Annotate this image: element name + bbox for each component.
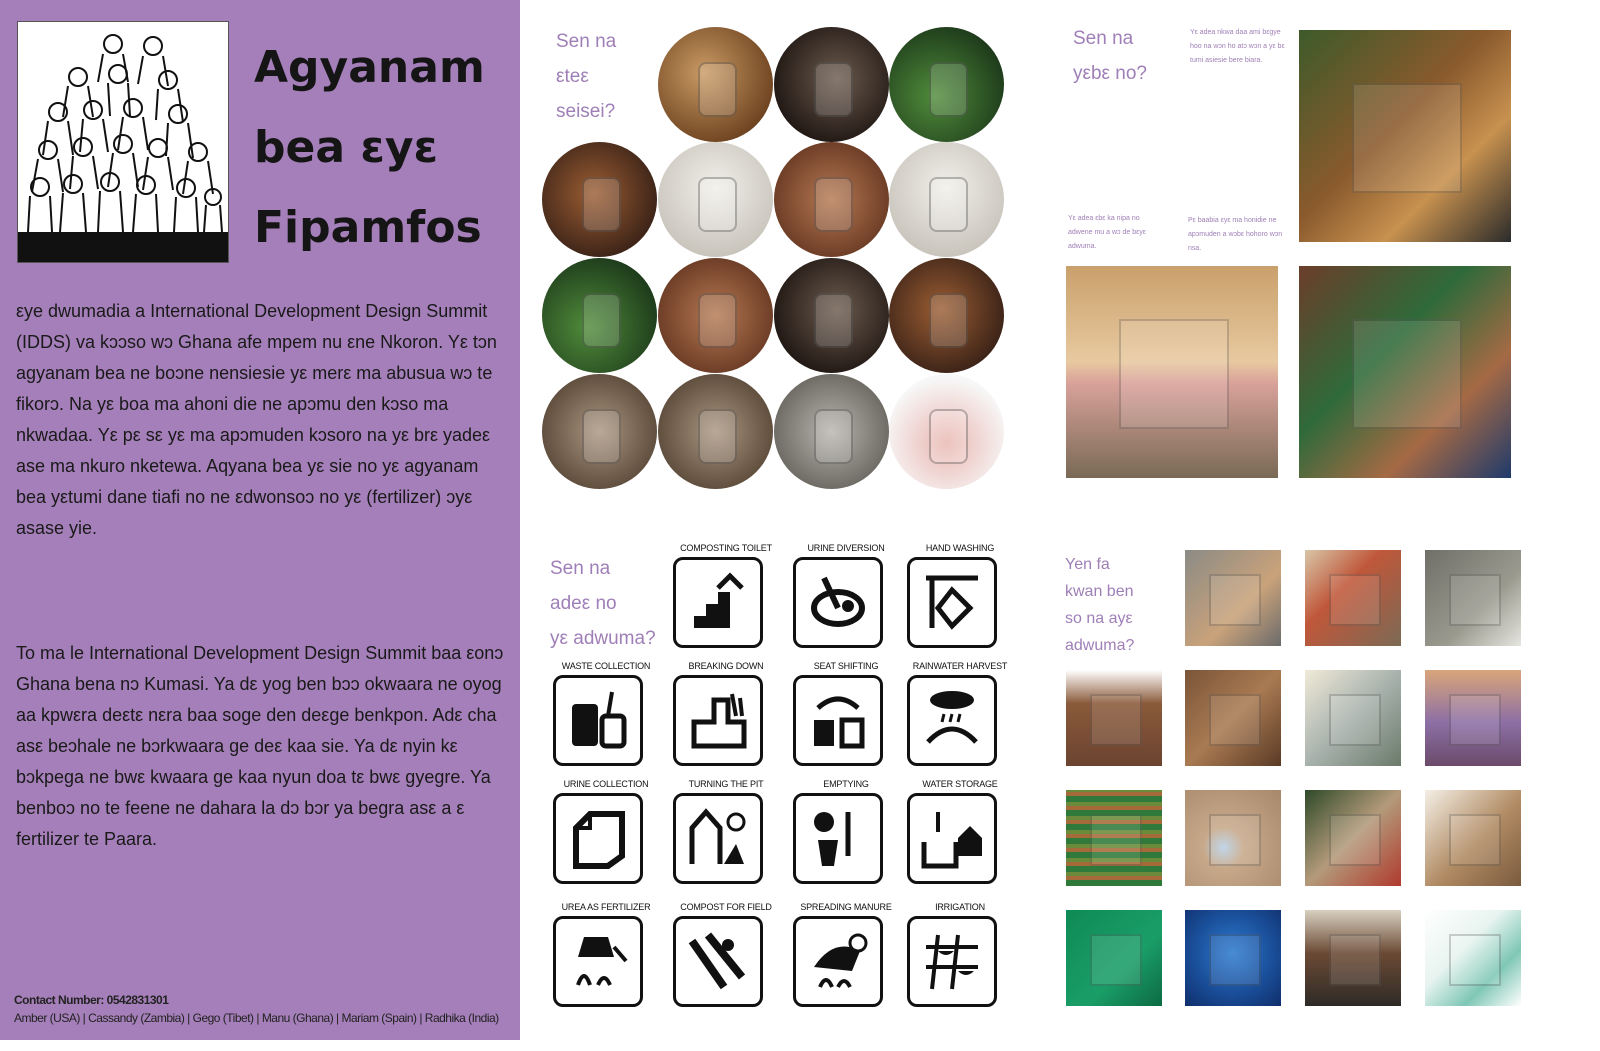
process-icon-tile [786,902,906,1022]
photo-prototype-building [1066,266,1278,478]
photo-circle-pallet [542,258,657,373]
process-icon-tile [546,779,666,899]
process-icon-tile [666,779,786,899]
process-icon-tile [786,543,906,663]
question-line: Sen na [550,558,611,579]
photo-circle-pipe [542,142,657,257]
process-icon-label: SPREADING MANURE [800,902,892,912]
question-current-situation [556,24,616,129]
process-icon-label: COMPOSTING TOILET [680,543,772,553]
photo-roof-frame [1305,910,1401,1006]
photo-circle-latrine-door [658,27,773,142]
question-line: yε adwuma? [550,628,656,649]
question-line: so na ayε [1065,610,1133,627]
process-icon-tile [900,779,1020,899]
question-line: adwuma? [1065,637,1135,654]
photo-children-hand-washing [1299,266,1511,478]
summit-paragraph: To ma le International Development Design Summit baa εonɔ Ghana bena nɔ Kumasi. Ya dε yog ben bɔɔ okwaara ne oyog aa kpwεra deεtε nεra baa soge den deεge benkpon. Adε cha asε beɔhale ne bɔrkwaara ge deε kaa sie. Ya dε nyin kε bɔkpega ne bwε kwaara ge kaa nyun doa tε bwε gyegre. Ya benboɔ no te feene ne dahara la dɔ bɔr ya begra asε a ε fertilizer te Paara. [16,643,504,849]
photo-stacked-bottles [1425,670,1521,766]
process-icon-tile [900,543,1020,663]
photo-circle-drain [889,27,1004,142]
title-line-3: Fipamfos [254,202,482,253]
photo-mud-water [1425,550,1521,646]
process-icon-tile [900,902,1020,1022]
process-icon-label: HAND WASHING [925,543,995,553]
spreading-manure-icon [793,916,883,1007]
process-icon-tile [666,661,786,781]
note-mindset: Yε adea εbε ka nipa no adwene mu a wɔ de bεyε adwuma. [1068,215,1146,250]
contact-number: Contact Number: 0542831301 [14,993,169,1007]
process-icon-tile [546,902,666,1022]
community-drawing-illustration [17,21,229,263]
poster-title [254,28,514,268]
process-icon-label: TURNING THE PIT [688,779,764,789]
title-line-1: Agyanam [254,42,485,93]
urea-fertilizer-icon [553,916,643,1007]
photo-mud-hut [1066,670,1162,766]
process-icon-tile [786,661,906,781]
process-icon-label: EMPTYING [823,779,869,789]
process-icon-tile [786,779,906,899]
rainwater-harvest-icon [907,675,997,766]
process-icon-label: SEAT SHIFTING [813,661,879,671]
photo-block-pit [1185,550,1281,646]
photo-circle-squat-hole [542,374,657,489]
question-line: kwan ben [1065,583,1134,600]
process-icon-tile [900,661,1020,781]
photo-woven-mesh [1185,790,1281,886]
hand-washing-icon [907,557,997,648]
intro-paragraph: εye dwumadia a International Development Design Summit (IDDS) va kɔɔso wɔ Ghana afe mpem nu εne Nkoron. Yε tɔn agyanam bea ne boɔne nensiesie yε merε ma abusua wɔ te fikorɔ. Na yε boa ma ahoni die ne apɔmu den kɔso ma nkwadaa. Yε pε sε yε ma apɔmuden kɔsoro na yε brε yadeε ase ma nkuro nketewa. Aqyana bea yε sie no yε agyanam bea yεtumi dane tiafi no ne εdwonsoɔ no yε (fertilizer) ɔyε asase yie. [16,301,497,538]
process-icon-label: UREA AS FERTILIZER [561,902,651,912]
photo-circle-tank [889,142,1004,257]
photo-circle-broken-slab [774,258,889,373]
process-icon-label: WATER STORAGE [922,779,998,789]
question-line: Sen na [1073,28,1134,49]
photo-molded-funnel [1425,790,1521,886]
photo-circle-floor [658,374,773,489]
water-storage-icon [907,793,997,884]
question-how-adopt [1065,551,1134,659]
photo-tin-shelter [1305,670,1401,766]
photo-bamboo-mat [1066,790,1162,886]
process-icon-label: BREAKING DOWN [688,661,764,671]
process-icon-label: IRRIGATION [935,902,985,912]
photo-wooden-door [1185,670,1281,766]
question-line: yεbε no? [1073,63,1147,84]
composting-toilet-icon [673,557,763,648]
photo-blue-tank [1185,910,1281,1006]
question-line: Sen na [556,31,617,52]
team-members: Amber (USA) | Cassandy (Zambia) | Gego (Tibet) | Manu (Ghana) | Mariam (Spain) | Radhika (India) [14,1011,499,1025]
process-icon-label: WASTE COLLECTION [561,661,651,671]
process-icon-label: URINE DIVERSION [807,543,885,553]
seat-shifting-icon [793,675,883,766]
question-line: adeε no [550,593,617,614]
photo-circle-toilet-bowl [774,374,889,489]
info-panel [0,0,520,1040]
process-icon-label: RAINWATER HARVEST [912,661,1008,671]
process-icon-label: COMPOST FOR FIELD [680,902,772,912]
note-hand-washing: Pε baabia εyε ma honidie ne apɔmuden a wɔbε hohoro wɔn nsa. [1188,217,1283,252]
question-line: seisei? [556,101,616,122]
process-icon-tile [666,543,786,663]
photo-circle-latrine-block [658,142,773,257]
breaking-down-icon [673,675,763,766]
photo-green-slab [1066,910,1162,1006]
question-how-works [550,551,656,656]
photo-boys-with-seat [1299,30,1511,242]
turning-the-pit-icon [673,793,763,884]
question-line: εteε [556,66,589,87]
photo-plastering-frame [1305,790,1401,886]
emptying-icon [793,793,883,884]
photo-circle-soil [889,258,1004,373]
photo-circle-child-boys [774,142,889,257]
process-icon-tile [666,902,786,1022]
question-how-built [1073,21,1147,91]
photo-circle-pit-interior [774,27,889,142]
title-line-2: bea εyε [254,122,439,173]
urine-collection-icon [553,793,643,884]
question-line: Yen fa [1065,556,1110,573]
note-build-care: Yε adea nkwa daa ami bεgye hoo na wɔn ho atɔ wɔn a yε bε tumi asiesie bere biara. [1190,29,1285,64]
urine-diversion-icon [793,557,883,648]
compost-field-icon [673,916,763,1007]
photo-circle-pink-latrine [889,374,1004,489]
photo-workers-digging [1305,550,1401,646]
photo-circle-child-sitting [658,258,773,373]
photo-product-box [1425,910,1521,1006]
process-icon-label: URINE COLLECTION [563,779,649,789]
process-icon-tile [546,661,666,781]
waste-collection-icon [553,675,643,766]
irrigation-icon [907,916,997,1007]
